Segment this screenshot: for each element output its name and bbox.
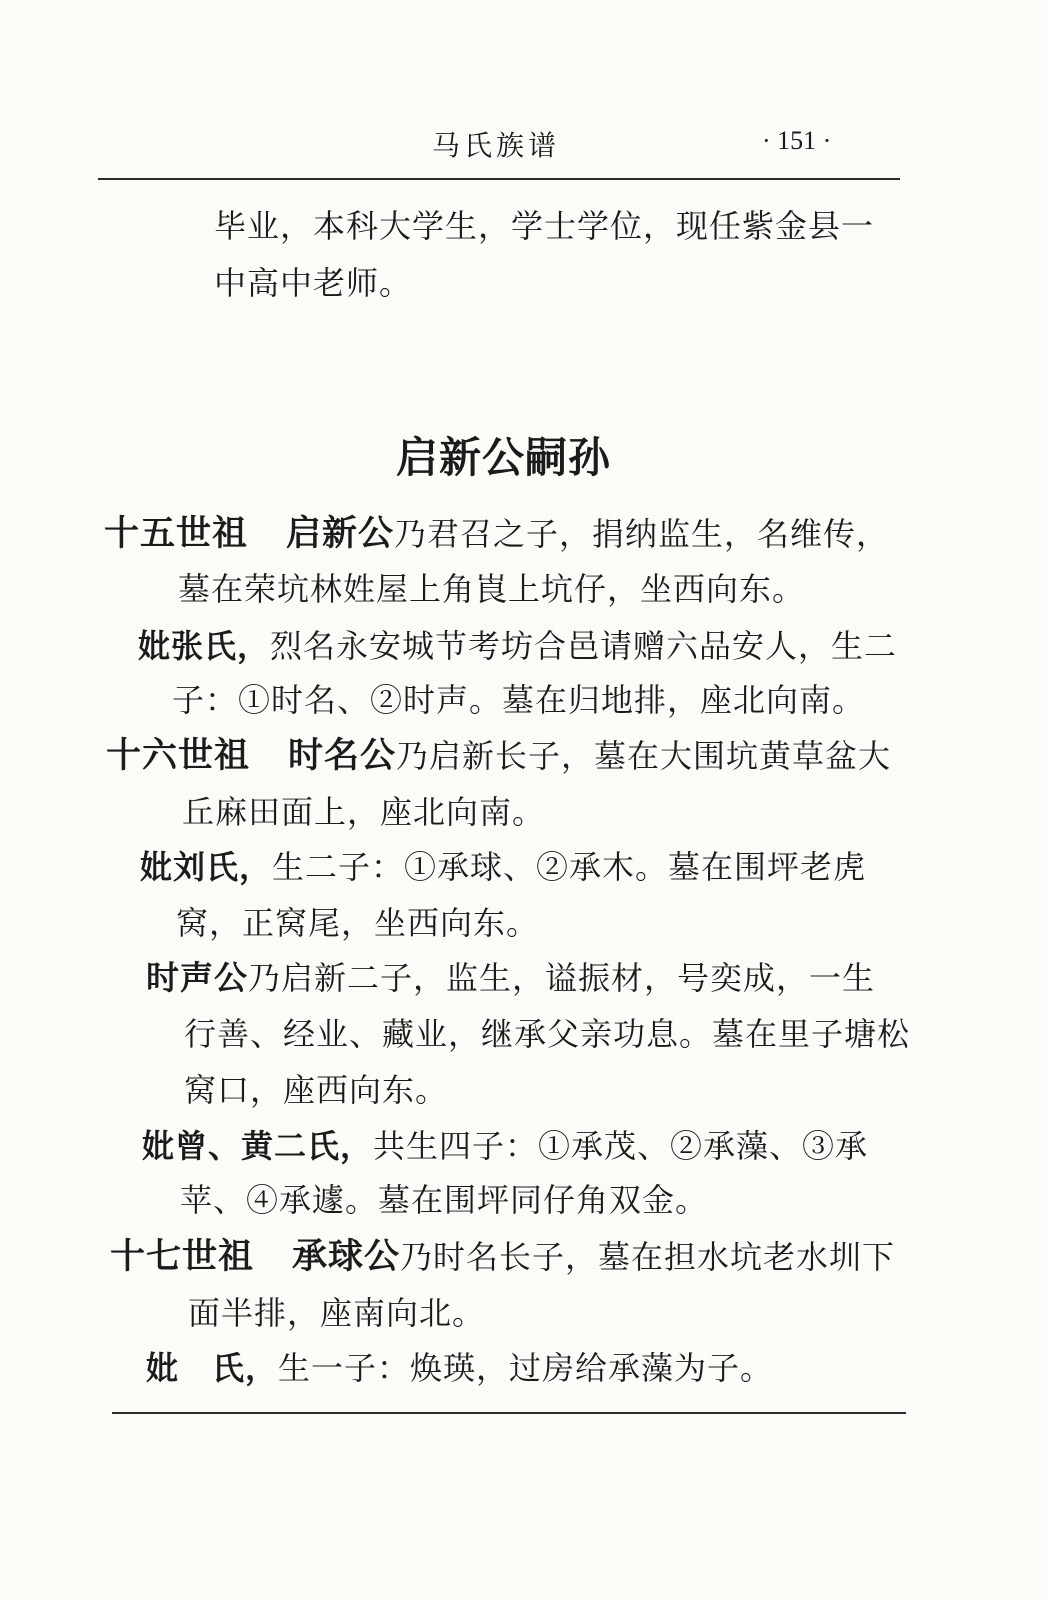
entry-16b-line-2: 行善、经业、藏业，继承父亲功息。墓在里子塘松 xyxy=(184,1015,911,1053)
generation-label: 十五世祖 xyxy=(104,514,249,554)
ancestor-name: 启新公 xyxy=(286,514,395,554)
section-title: 启新公嗣孙 xyxy=(396,433,612,482)
intro-line-2: 中高中老师。 xyxy=(214,264,413,302)
entry-17-line-2: 面半排，座南向北。 xyxy=(188,1294,486,1332)
spouse-text: 共生四子：①承茂、②承藻、③承 xyxy=(373,1127,869,1165)
entry-17-spouse-line-1 xyxy=(146,1348,773,1388)
spouse-label: 妣曾、黄二氏， xyxy=(142,1127,374,1165)
spouse-text: 生二子：①承球、②承木。墓在围坪老虎 xyxy=(272,848,867,886)
entry-16b-spouse-line-1 xyxy=(142,1126,868,1166)
entry-text: 乃君召之子，捐纳监生，名维传， xyxy=(394,515,890,553)
ancestor-name: 承球公 xyxy=(292,1237,401,1277)
ancestor-name: 时声公 xyxy=(146,958,248,997)
entry-15-line-2: 墓在荣坑林姓屋上角崀上坑仔，坐西向东。 xyxy=(178,570,806,608)
entry-text: 乃时名长子，墓在担水坑老水圳下 xyxy=(400,1238,896,1276)
entry-16-line-2: 丘麻田面上，座北向南。 xyxy=(182,793,546,831)
entry-16b-line-3: 窝口，座西向东。 xyxy=(184,1071,449,1109)
entry-16-spouse-line-2: 窝，正窝尾，坐西向东。 xyxy=(176,904,540,942)
page-number: · 151 · xyxy=(762,126,832,155)
entry-16-line-1 xyxy=(106,736,891,776)
entry-text: 乃启新长子，墓在大围坑黄草盆大 xyxy=(396,737,892,775)
header-rule xyxy=(98,178,900,180)
spouse-text: 烈名永安城节考坊合邑请赠六品安人，生二 xyxy=(270,627,898,665)
intro-line-1: 毕业，本科大学生，学士学位，现任紫金县一 xyxy=(214,207,875,245)
entry-16b-line-1 xyxy=(146,958,875,998)
spouse-label: 妣刘氏， xyxy=(140,848,273,886)
generation-label: 十七世祖 xyxy=(110,1237,255,1277)
entry-text: 乃启新二子，监生，谥振材，号奕成，一生 xyxy=(248,959,876,997)
entry-16-spouse-line-1 xyxy=(140,847,866,887)
running-header-title: 马氏族谱 xyxy=(432,129,561,162)
spouse-label: 妣 氏， xyxy=(146,1349,279,1387)
spouse-text: 生一子：焕瑛，过房给承藻为子。 xyxy=(278,1349,774,1387)
ancestor-name: 时名公 xyxy=(288,736,397,776)
entry-17-line-1 xyxy=(110,1237,895,1277)
entry-16b-spouse-line-2: 苹、④承遽。墓在围坪同仔角双金。 xyxy=(180,1181,709,1219)
entry-15-line-1 xyxy=(104,514,889,554)
entry-15-spouse-line-2: 子：①时名、②时声。墓在归地排，座北向南。 xyxy=(172,681,866,719)
footer-rule xyxy=(112,1412,906,1414)
spouse-label: 妣张氏， xyxy=(138,627,271,665)
generation-label: 十六世祖 xyxy=(106,736,251,776)
entry-15-spouse-line-1 xyxy=(138,626,897,666)
